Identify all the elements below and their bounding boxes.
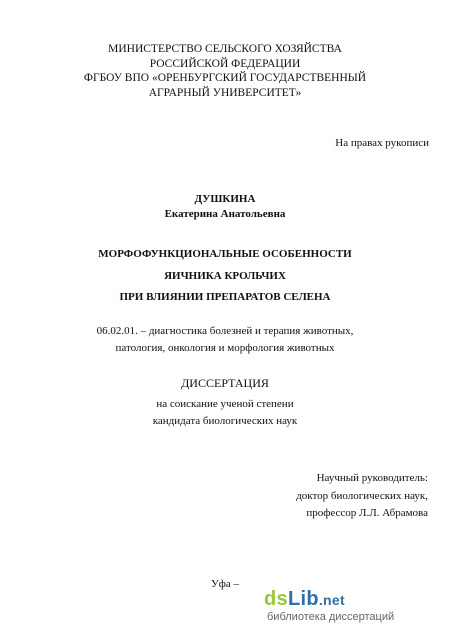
watermark-tagline: библиотека диссертаций [267,611,395,623]
dslib-logo [264,588,345,611]
rights-note: На правах рукописи [335,137,429,149]
specialty [0,323,450,356]
author-name: Екатерина Анатольевна [164,208,286,220]
logo-lib-text: Lib [287,588,319,610]
supervisor-block [296,470,428,523]
title-line-3: ПРИ ВЛИЯНИИ ПРЕПАРАТОВ СЕЛЕНА [119,291,331,303]
ministry-line-1: МИНИСТЕРСТВО СЕЛЬСКОГО ХОЗЯЙСТВА [108,43,342,55]
city-year: Уфа – [210,578,240,590]
title-line-1: МОРФОФУНКЦИОНАЛЬНЫЕ ОСОБЕННОСТИ [98,248,352,260]
university-line-2: АГРАРНЫЙ УНИВЕРСИТЕТ» [148,86,302,99]
specialty-line-2: патология, онкология и морфология животных [115,341,335,354]
specialty-line-1: 06.02.01. – диагностика болезней и терапия животных, [96,325,354,337]
university-line-1: ФГБОУ ВПО «ОРЕНБУРГСКИЙ ГОСУДАРСТВЕННЫЙ [83,72,367,84]
document-type: ДИССЕРТАЦИЯ [181,376,269,390]
logo-net-text: .net [318,592,345,608]
ministry-header [0,42,450,100]
degree-line-1: на соискание ученой степени [156,398,294,410]
supervisor-line-1: Научный руководитель: [316,472,428,484]
author-surname: ДУШКИНА [194,193,256,205]
degree-info [0,396,450,429]
supervisor-line-3: профессор Л.Л. Абрамова [306,507,428,519]
title-line-2: ЯИЧНИКА КРОЛЬЧИХ [164,269,286,282]
dslib-watermark[interactable] [264,587,442,627]
logo-ds-text: ds [264,588,288,610]
degree-line-2: кандидата биологических наук [152,414,298,427]
supervisor-line-2: доктор биологических наук, [296,489,428,502]
dissertation-title [0,244,450,309]
ministry-line-2: РОССИЙСКОЙ ФЕДЕРАЦИИ [149,57,301,70]
